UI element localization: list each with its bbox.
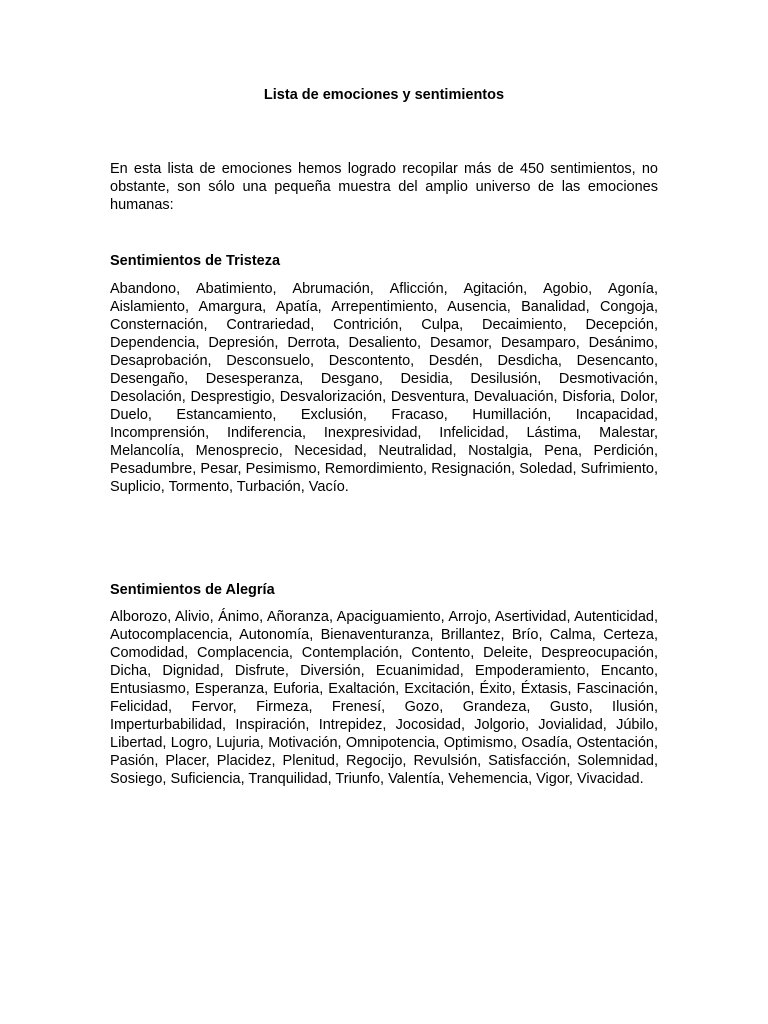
document-title: Lista de emociones y sentimientos [263, 87, 505, 103]
section-body-tristeza: Abandono, Abatimiento, Abrumación, Aflicción, Agitación, Agobio, Agonía, Aislamiento, Amargura, Apatía, Arrepentimiento, Ausencia, Banalidad, Congoja, Consternación, Contrariedad, Contrición, Culpa, Decaimiento, Decepción, Dependencia, Depresión, Derrota, Desaliento, Desamor, Desamparo, Desánimo, Desaprobación, Desconsuelo, Descontento, Desdén, Desdicha, Desencanto, Desengaño, Desesperanza, Desgano, Desidia, Desilusión, Desmotivación, Desolación, Desprestigio, Desvalorización, Desventura, Devaluación, Disforia, Dolor, Duelo, Estancamiento, Exclusión, Fracaso, Humillación, Incapacidad, Incomprensión, Indiferencia, Inexpresividad, Infelicidad, Lástima, Malestar, Melancolía, Menosprecio, Necesidad, Neutralidad, Nostalgia, Pena, Perdición, Pesadumbre, Pesar, Pesimismo, Remordimiento, Resignación, Soledad, Sufrimiento, Suplicio, Tormento, Turbación, Vacío. [110, 281, 658, 495]
section-body-alegria: Alborozo, Alivio, Ánimo, Añoranza, Apaciguamiento, Arrojo, Asertividad, Autenticidad, Autocomplacencia, Autonomía, Bienaventuranza, Brillantez, Brío, Calma, Certeza, Comodidad, Complacencia, Contemplación, Contento, Deleite, Despreocupación, Dicha, Dignidad, Disfrute, Diversión, Ecuanimidad, Empoderamiento, Encanto, Entusiasmo, Esperanza, Euforia, Exaltación, Excitación, Éxito, Éxtasis, Fascinación, Felicidad, Fervor, Firmeza, Frenesí, Gozo, Grandeza, Gusto, Ilusión, Imperturbabilidad, Inspiración, Intrepidez, Jocosidad, Jolgorio, Jovialidad, Júbilo, Libertad, Logro, Lujuria, Motivación, Omnipotencia, Optimismo, Osadía, Ostentación, Pasión, Placer, Placidez, Plenitud, Regocijo, Revulsión, Satisfacción, Solemnidad, Sosiego, Suficiencia, Tranquilidad, Triunfo, Valentía, Vehemencia, Vigor, Vivacidad. [110, 609, 658, 787]
intro-paragraph: En esta lista de emociones hemos logrado recopilar más de 450 sentimientos, no obstante, son sólo una pequeña muestra del amplio universo de las emociones humanas: [110, 161, 658, 213]
section-heading-tristeza: Sentimientos de Tristeza [110, 253, 281, 269]
section-heading-alegria: Sentimientos de Alegría [110, 582, 275, 598]
